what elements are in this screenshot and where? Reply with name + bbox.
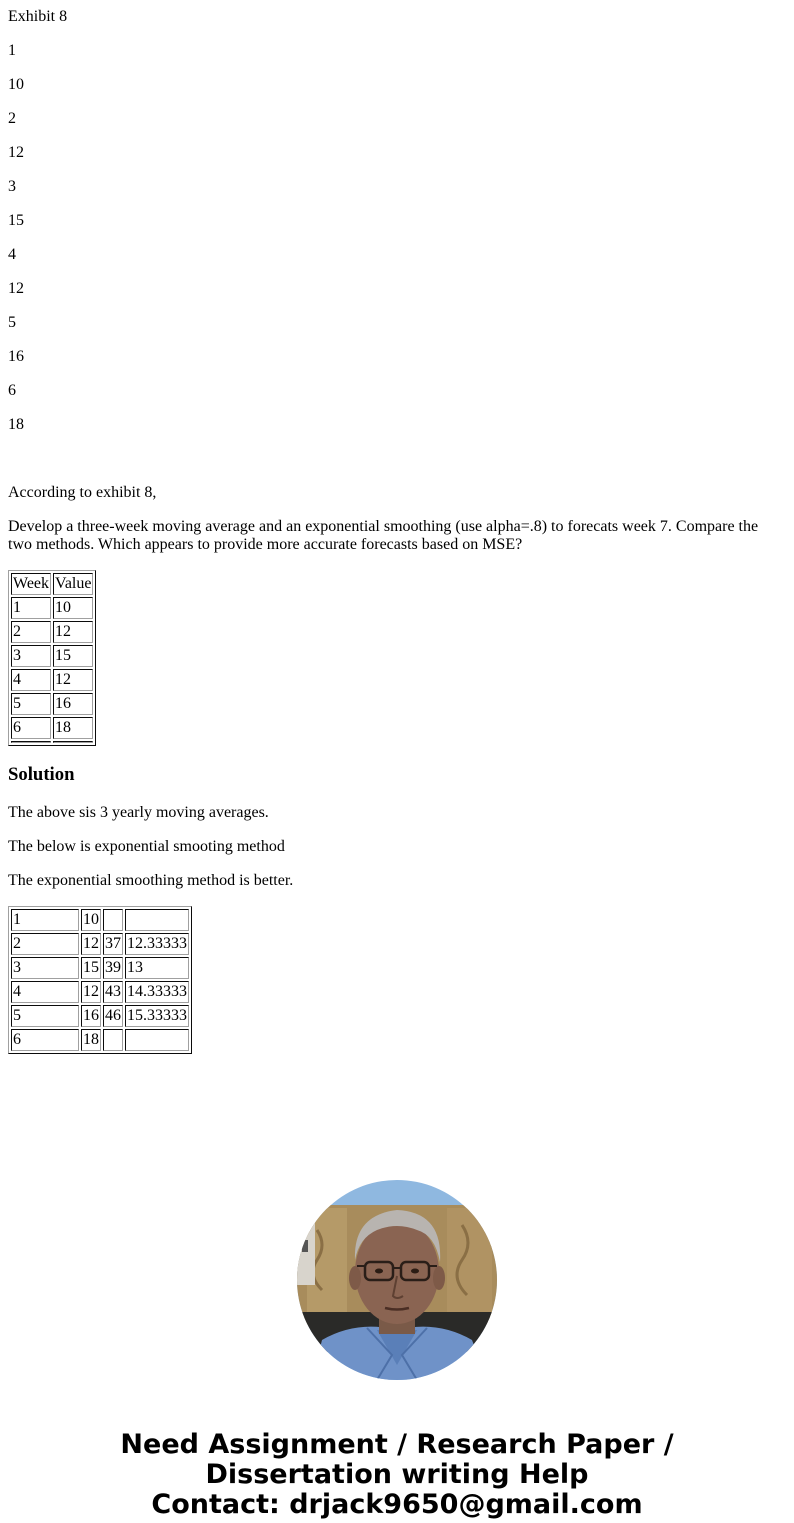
question-intro: According to exhibit 8, bbox=[8, 484, 157, 501]
cell-value: 10 bbox=[81, 909, 101, 931]
promo-section bbox=[8, 1180, 786, 1520]
cell-value: 16 bbox=[53, 693, 93, 715]
solution-paragraph: The above sis 3 yearly moving averages. bbox=[8, 804, 269, 821]
solution-heading: Solution bbox=[8, 764, 75, 785]
cell-average bbox=[125, 909, 189, 931]
solution-paragraph: The below is exponential smooting method bbox=[8, 838, 285, 855]
table-row bbox=[11, 621, 93, 643]
cell-week: 6 bbox=[11, 717, 51, 739]
cell-average: 15.33333 bbox=[125, 1005, 189, 1027]
table-row bbox=[11, 597, 93, 619]
cell-average: 13 bbox=[125, 957, 189, 979]
table-row bbox=[11, 669, 93, 691]
cell-value: 12 bbox=[81, 981, 101, 1003]
cell-value: 18 bbox=[81, 1029, 101, 1051]
cell-value: 12 bbox=[53, 621, 93, 643]
cell-sum: 43 bbox=[103, 981, 123, 1003]
cell-sum bbox=[103, 909, 123, 931]
cell-empty bbox=[11, 741, 51, 743]
table-row bbox=[11, 1029, 189, 1051]
table-row bbox=[11, 933, 189, 955]
cell-value: 15 bbox=[53, 645, 93, 667]
promo-line-contact: Contact: drjack9650@gmail.com bbox=[151, 1489, 643, 1520]
table-row bbox=[11, 645, 93, 667]
cell-value: 12 bbox=[53, 669, 93, 691]
cell-sum: 39 bbox=[103, 957, 123, 979]
line-break bbox=[8, 450, 786, 468]
cell-sum bbox=[103, 1029, 123, 1051]
table-row bbox=[11, 693, 93, 715]
header-value: Value bbox=[53, 573, 93, 595]
table-row bbox=[11, 909, 189, 931]
avatar bbox=[297, 1180, 497, 1380]
promo-line-help: Need Assignment / Research Paper / Dissertation writing Help bbox=[120, 1429, 674, 1490]
cell-week: 4 bbox=[11, 981, 79, 1003]
cell-week: 4 bbox=[11, 669, 51, 691]
table-row bbox=[11, 981, 189, 1003]
moving-average-table bbox=[8, 906, 192, 1054]
header-week: Week bbox=[11, 573, 51, 595]
table-header-row bbox=[11, 573, 93, 595]
exhibit-line: 3 bbox=[8, 178, 16, 195]
solution-paragraph: The exponential smoothing method is better. bbox=[8, 872, 294, 889]
cell-empty bbox=[53, 741, 93, 743]
exhibit-line: 2 bbox=[8, 110, 16, 127]
exhibit-line: 4 bbox=[8, 246, 16, 263]
cell-value: 12 bbox=[81, 933, 101, 955]
cell-value: 16 bbox=[81, 1005, 101, 1027]
exhibit-line: 18 bbox=[8, 416, 24, 433]
cell-average bbox=[125, 1029, 189, 1051]
cell-sum: 46 bbox=[103, 1005, 123, 1027]
exhibit-line: 15 bbox=[8, 212, 24, 229]
table-row-empty bbox=[11, 741, 93, 743]
person-photo-icon bbox=[297, 1180, 497, 1380]
cell-value: 18 bbox=[53, 717, 93, 739]
cell-week: 5 bbox=[11, 693, 51, 715]
cell-week: 3 bbox=[11, 957, 79, 979]
exhibit-line: 12 bbox=[8, 144, 24, 161]
exhibit-line: 6 bbox=[8, 382, 16, 399]
cell-average: 14.33333 bbox=[125, 981, 189, 1003]
cell-week: 2 bbox=[11, 933, 79, 955]
question-text: Develop a three-week moving average and an exponential smoothing (use alpha=.8) to forecats week 7. Compare the two methods. Which appears to provide more accurate forecasts based on MSE? bbox=[8, 518, 759, 553]
exhibit-title: Exhibit 8 bbox=[8, 8, 68, 25]
table-row bbox=[11, 717, 93, 739]
cell-week: 1 bbox=[11, 597, 51, 619]
cell-average: 12.33333 bbox=[125, 933, 189, 955]
exhibit-line: 5 bbox=[8, 314, 16, 331]
table-row bbox=[11, 957, 189, 979]
exhibit-line: 10 bbox=[8, 76, 24, 93]
week-value-table bbox=[8, 570, 96, 746]
cell-week: 5 bbox=[11, 1005, 79, 1027]
exhibit-line: 1 bbox=[8, 42, 16, 59]
cell-sum: 37 bbox=[103, 933, 123, 955]
cell-week: 6 bbox=[11, 1029, 79, 1051]
exhibit-line: 16 bbox=[8, 348, 24, 365]
table-row bbox=[11, 1005, 189, 1027]
promo-text bbox=[8, 1430, 786, 1520]
exhibit-line: 12 bbox=[8, 280, 24, 297]
cell-week: 2 bbox=[11, 621, 51, 643]
cell-value: 10 bbox=[53, 597, 93, 619]
cell-week: 3 bbox=[11, 645, 51, 667]
cell-week: 1 bbox=[11, 909, 79, 931]
cell-value: 15 bbox=[81, 957, 101, 979]
